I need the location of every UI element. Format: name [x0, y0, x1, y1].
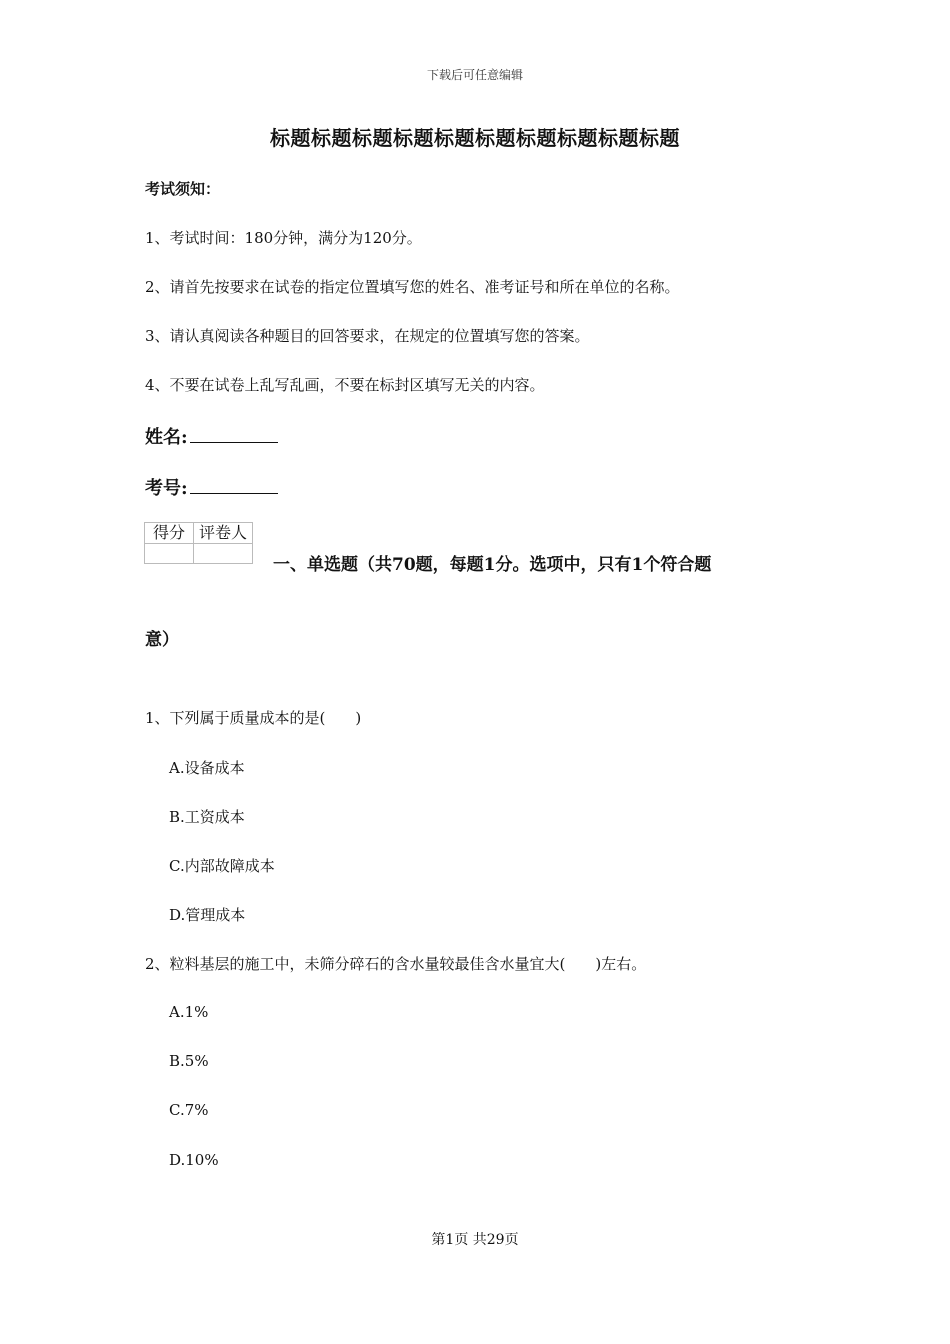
exam-id-label: 考号: [145, 478, 188, 499]
name-label: 姓名: [145, 427, 188, 448]
notice-item: 2、请首先按要求在试卷的指定位置填写您的姓名、准考证号和所在单位的名称。 [145, 278, 680, 296]
question-stem: 1、下列属于质量成本的是( ) [145, 709, 362, 727]
question-option: C.7% [169, 1101, 209, 1119]
score-table [144, 522, 253, 564]
question-stem: 2、粒料基层的施工中，未筛分碎石的含水量较最佳含水量宜大( )左右。 [145, 955, 647, 973]
notice-item: 4、不要在试卷上乱写乱画，不要在标封区填写无关的内容。 [145, 376, 545, 394]
notice-item: 1、考试时间：180分钟，满分为120分。 [145, 229, 422, 247]
score-header: 得分 [145, 523, 194, 544]
question-option: B.工资成本 [169, 808, 245, 826]
name-blank-line[interactable] [190, 424, 278, 443]
name-field [145, 423, 278, 449]
section-heading: 一、单选题（共70题，每题1分。选项中，只有1个符合题 [273, 555, 712, 575]
question-option: B.5% [169, 1052, 209, 1070]
question-option: C.内部故障成本 [169, 857, 275, 875]
header-note: 下载后可任意编辑 [426, 68, 523, 82]
exam-id-field [145, 474, 278, 500]
notice-heading: 考试须知： [145, 180, 221, 198]
score-cell [145, 544, 194, 564]
grader-cell [194, 544, 253, 564]
question-option: A.1% [169, 1003, 209, 1021]
grader-header: 评卷人 [194, 523, 253, 544]
document-title: 标题标题标题标题标题标题标题标题标题标题 [270, 126, 680, 150]
page-footer: 第1页 共29页 [431, 1232, 519, 1248]
question-option: D.10% [169, 1151, 219, 1169]
notice-item: 3、请认真阅读各种题目的回答要求，在规定的位置填写您的答案。 [145, 327, 590, 345]
exam-id-blank-line[interactable] [190, 475, 278, 494]
question-option: A.设备成本 [169, 759, 245, 777]
question-option: D.管理成本 [169, 906, 246, 924]
section-heading-continued: 意） [145, 630, 179, 650]
